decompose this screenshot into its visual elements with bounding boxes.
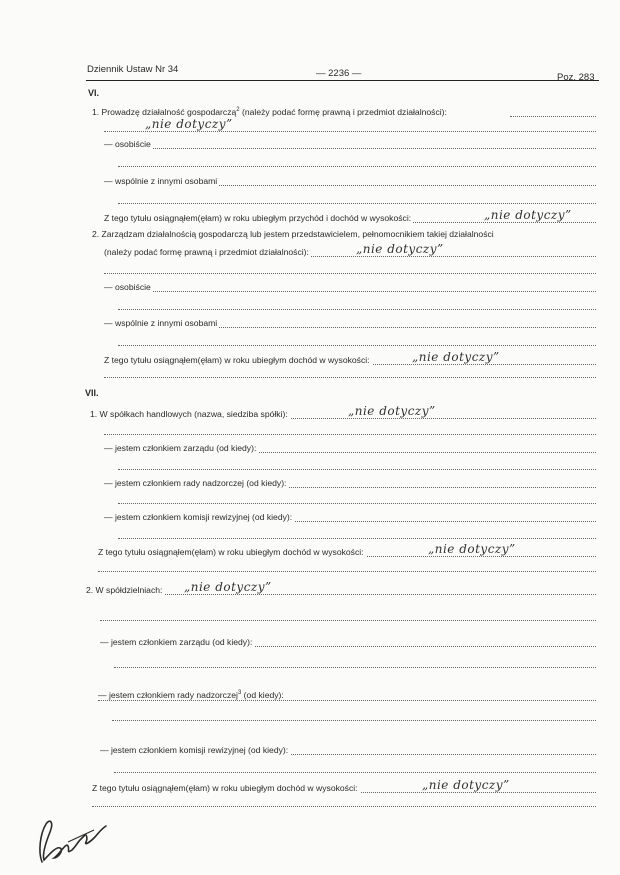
vi-item1-income: Z tego tytułu osiągnąłem(ęłam) w roku ubiegłym przychód i dochód w wysokości: [104, 213, 412, 223]
dotted-line [114, 667, 596, 668]
dotted-line [118, 469, 596, 470]
dotted-line [118, 538, 596, 539]
vi-item1-handwritten: „nie dotyczy” [145, 117, 233, 131]
page-number: — 2236 — [316, 68, 362, 79]
vi-item2-handwritten: „nie dotyczy” [356, 242, 444, 256]
vii-item1-handwritten: „nie dotyczy” [348, 404, 436, 418]
dotted-line [118, 345, 596, 346]
section-vii-heading: VII. [85, 388, 99, 398]
dotted-line [104, 131, 596, 132]
vii-item2-board: — jestem członkiem zarządu (od kiedy): [100, 637, 253, 647]
vii-item1-label: 1. W spółkach handlowych (nazwa, siedziba spółki): [90, 409, 288, 419]
dotted-line [118, 166, 596, 167]
dotted-line [104, 291, 596, 292]
vi-item1-label: 1. Prowadzę działalność gospodarczą$^2$ (należy podać formę prawną i przedmiot działalności): [92, 107, 447, 117]
vii-item2-income-handwritten: „nie dotyczy” [422, 778, 510, 792]
vi-item2-line2: (należy podać formę prawną i przedmiot działalności): [104, 247, 309, 257]
vii-item2-income: Z tego tytułu osiągnąłem(ęłam) w roku ubiegłym dochód w wysokości: [92, 783, 358, 793]
vi-item2-personally: — osobiście [104, 282, 151, 292]
vi-item2-line1: 2. Zarządzam działalnością gospodarczą lub jestem przedstawicielem, pełnomocnikiem takiej działalności [92, 229, 494, 239]
signature [28, 812, 118, 867]
dotted-line [104, 273, 596, 274]
position-number: Poz. 283 [557, 72, 595, 83]
vii-item1-income: Z tego tytułu osiągnąłem(ęłam) w roku ubiegłym dochód w wysokości: [98, 547, 364, 557]
dotted-line [98, 700, 596, 701]
dotted-line [118, 503, 596, 504]
vii-item1-board: — jestem członkiem zarządu (od kiedy): [104, 443, 257, 453]
vi-item2-jointly: — wspólnie z innymi osobami [104, 318, 218, 328]
dotted-line [104, 434, 596, 435]
dotted-line [118, 203, 596, 204]
dotted-line [114, 772, 596, 773]
vii-item2-label: 2. W spółdzielniach: [86, 585, 163, 595]
vi-item2-income-handwritten: „nie dotyczy” [412, 350, 500, 364]
vi-item1-jointly: — wspólnie z innymi osobami [104, 176, 218, 186]
dotted-line [118, 309, 596, 310]
vii-item1-audit: — jestem członkiem komisji rewizyjnej (od kiedy): [104, 512, 293, 522]
dotted-line [112, 720, 596, 721]
journal-title: Dziennik Ustaw Nr 34 [87, 64, 179, 75]
vii-item1-supervisory: — jestem członkiem rady nadzorczej (od kiedy): [104, 478, 287, 488]
dotted-line [510, 116, 596, 117]
dotted-line [104, 148, 596, 149]
dotted-line [104, 377, 596, 378]
vi-item1-personally: — osobiście [104, 139, 151, 149]
dotted-line [100, 620, 596, 621]
vii-item2-supervisory: — jestem członkiem rady nadzorczej$^3$ (od kiedy): [98, 690, 284, 700]
vi-item1-income-handwritten: „nie dotyczy” [484, 208, 572, 222]
dotted-line [92, 806, 596, 807]
vi-item2-income: Z tego tytułu osiągnąłem(ęłam) w roku ubiegłym dochód w wysokości: [104, 355, 370, 365]
header-rule [86, 80, 599, 81]
dotted-line [98, 571, 596, 572]
vii-item1-income-handwritten: „nie dotyczy” [428, 542, 516, 556]
vii-item2-handwritten: „nie dotyczy” [184, 580, 272, 594]
section-vi-heading: VI. [88, 88, 100, 98]
vii-item2-audit: — jestem członkiem komisji rewizyjnej (od kiedy): [100, 745, 289, 755]
